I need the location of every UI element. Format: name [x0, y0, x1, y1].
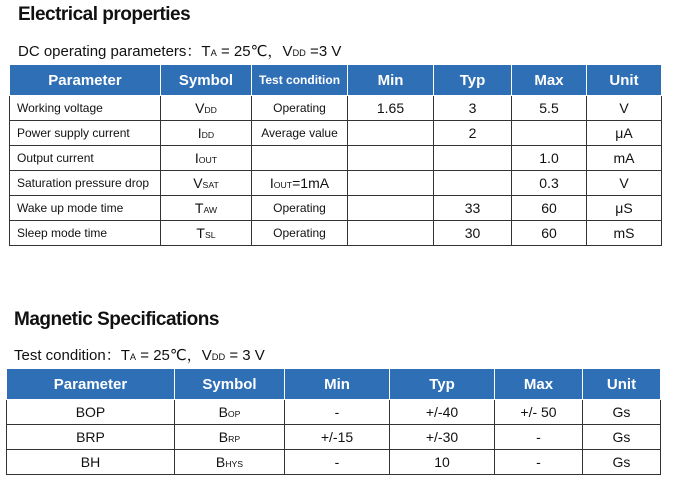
- max-cell: [512, 121, 587, 146]
- typ-cell: [434, 146, 512, 171]
- magnetic-table: [6, 368, 661, 475]
- max-cell: +/- 50: [495, 400, 583, 425]
- symbol-cell: [161, 196, 252, 221]
- min-cell: [348, 121, 434, 146]
- test-condition-cell: [252, 171, 348, 196]
- parameter-cell: BRP: [7, 425, 175, 450]
- cond-t-sub: A: [210, 48, 217, 59]
- typ-cell: 3: [434, 96, 512, 121]
- parameter-cell: Working voltage: [10, 96, 161, 121]
- unit-cell: μA: [587, 121, 662, 146]
- symbol-subscript: DD: [204, 105, 217, 116]
- cond-v-sub: DD: [211, 352, 226, 363]
- header-unit: Unit: [587, 65, 662, 96]
- header-max: Max: [495, 369, 583, 400]
- test-text: Operating: [273, 101, 326, 115]
- symbol-subscript: AW: [203, 205, 218, 216]
- electrical-condition: [18, 40, 341, 61]
- header-min: Min: [348, 65, 434, 96]
- typ-cell: [434, 171, 512, 196]
- unit-cell: V: [587, 171, 662, 196]
- symbol-subscript: SL: [204, 230, 216, 241]
- header-min: Min: [285, 369, 390, 400]
- test-text: I: [269, 175, 274, 191]
- header-typ: Typ: [390, 369, 495, 400]
- test-rest: =1mA: [292, 175, 330, 191]
- parameter-cell: BOP: [7, 400, 175, 425]
- parameter-cell: BH: [7, 450, 175, 475]
- symbol-cell: [175, 400, 285, 425]
- test-text: Average value: [261, 126, 338, 140]
- max-cell: -: [495, 425, 583, 450]
- magnetic-condition: [14, 344, 265, 365]
- table-row: [10, 96, 662, 121]
- unit-cell: mA: [587, 146, 662, 171]
- symbol-letter: V: [195, 100, 205, 116]
- symbol-cell: [175, 425, 285, 450]
- cond-v-val: = 3 V: [225, 347, 265, 364]
- table-row: [10, 196, 662, 221]
- typ-cell: 10: [390, 450, 495, 475]
- unit-cell: Gs: [583, 400, 661, 425]
- test-text: Operating: [273, 226, 326, 240]
- table-row: [10, 171, 662, 196]
- symbol-subscript: RP: [228, 434, 241, 445]
- test-condition-cell: [252, 221, 348, 246]
- max-cell: 5.5: [512, 96, 587, 121]
- header-parameter: Parameter: [10, 65, 161, 96]
- typ-cell: +/-30: [390, 425, 495, 450]
- cond-v-sub: DD: [292, 48, 306, 59]
- cond-v: V: [282, 43, 293, 60]
- symbol-letter: I: [194, 150, 199, 166]
- max-cell: 60: [512, 196, 587, 221]
- table-row: [10, 146, 662, 171]
- cond-t: T: [120, 347, 130, 364]
- condition-prefix: DC operating parameters：: [18, 43, 202, 60]
- cond-v: V: [201, 347, 212, 364]
- cond-t-val: = 25℃，: [136, 347, 202, 364]
- symbol-letter: B: [218, 404, 228, 420]
- symbol-letter: B: [215, 454, 226, 470]
- max-cell: 60: [512, 221, 587, 246]
- min-cell: 1.65: [348, 96, 434, 121]
- cond-t: T: [201, 43, 211, 60]
- unit-cell: Gs: [583, 450, 661, 475]
- test-condition-cell: [252, 146, 348, 171]
- typ-cell: 2: [434, 121, 512, 146]
- test-condition-cell: [252, 196, 348, 221]
- symbol-subscript: DD: [201, 130, 215, 141]
- magnetic-header-row: [7, 369, 661, 400]
- max-cell: 0.3: [512, 171, 587, 196]
- parameter-cell: Wake up mode time: [10, 196, 161, 221]
- unit-cell: mS: [587, 221, 662, 246]
- table-row: [7, 400, 661, 425]
- typ-cell: 30: [434, 221, 512, 246]
- symbol-subscript: HYS: [225, 459, 244, 470]
- symbol-subscript: OUT: [198, 155, 218, 166]
- symbol-cell: [175, 450, 285, 475]
- table-row: [10, 221, 662, 246]
- test-subscript: OUT: [273, 180, 293, 191]
- typ-cell: +/-40: [390, 400, 495, 425]
- parameter-cell: Sleep mode time: [10, 221, 161, 246]
- min-cell: +/-15: [285, 425, 390, 450]
- unit-cell: μS: [587, 196, 662, 221]
- symbol-letter: T: [194, 200, 204, 216]
- unit-cell: V: [587, 96, 662, 121]
- symbol-subscript: OP: [227, 409, 241, 420]
- header-test-condition: Test condition: [252, 65, 348, 96]
- electrical-table: [9, 64, 662, 246]
- min-cell: [348, 171, 434, 196]
- min-cell: [348, 196, 434, 221]
- condition-prefix: Test condition：: [14, 347, 121, 364]
- cond-t-sub: A: [129, 352, 137, 363]
- unit-cell: Gs: [583, 425, 661, 450]
- symbol-letter: I: [197, 125, 202, 141]
- parameter-cell: Power supply current: [10, 121, 161, 146]
- max-cell: 1.0: [512, 146, 587, 171]
- electrical-header-row: [10, 65, 662, 96]
- symbol-cell: [161, 221, 252, 246]
- header-max: Max: [512, 65, 587, 96]
- symbol-cell: [161, 171, 252, 196]
- test-condition-cell: [252, 96, 348, 121]
- symbol-subscript: SAT: [202, 180, 219, 191]
- header-typ: Typ: [434, 65, 512, 96]
- min-cell: [348, 221, 434, 246]
- min-cell: -: [285, 450, 390, 475]
- symbol-cell: [161, 146, 252, 171]
- parameter-cell: Saturation pressure drop: [10, 171, 161, 196]
- cond-t-val: = 25℃，: [216, 43, 283, 60]
- symbol-letter: B: [218, 429, 229, 445]
- header-symbol: Symbol: [175, 369, 285, 400]
- symbol-letter: T: [196, 225, 205, 241]
- cond-v-val: =3 V: [305, 43, 342, 60]
- parameter-cell: Output current: [10, 146, 161, 171]
- electrical-heading: Electrical properties: [18, 4, 191, 25]
- symbol-letter: V: [193, 175, 203, 191]
- typ-cell: 33: [434, 196, 512, 221]
- header-unit: Unit: [583, 369, 661, 400]
- symbol-cell: [161, 96, 252, 121]
- table-row: [7, 450, 661, 475]
- symbol-cell: [161, 121, 252, 146]
- header-parameter: Parameter: [7, 369, 175, 400]
- table-row: [7, 425, 661, 450]
- table-row: [10, 121, 662, 146]
- test-text: Operating: [273, 201, 326, 215]
- magnetic-heading: Magnetic Specifications: [14, 309, 219, 330]
- header-symbol: Symbol: [161, 65, 252, 96]
- max-cell: -: [495, 450, 583, 475]
- min-cell: -: [285, 400, 390, 425]
- min-cell: [348, 146, 434, 171]
- test-condition-cell: [252, 121, 348, 146]
